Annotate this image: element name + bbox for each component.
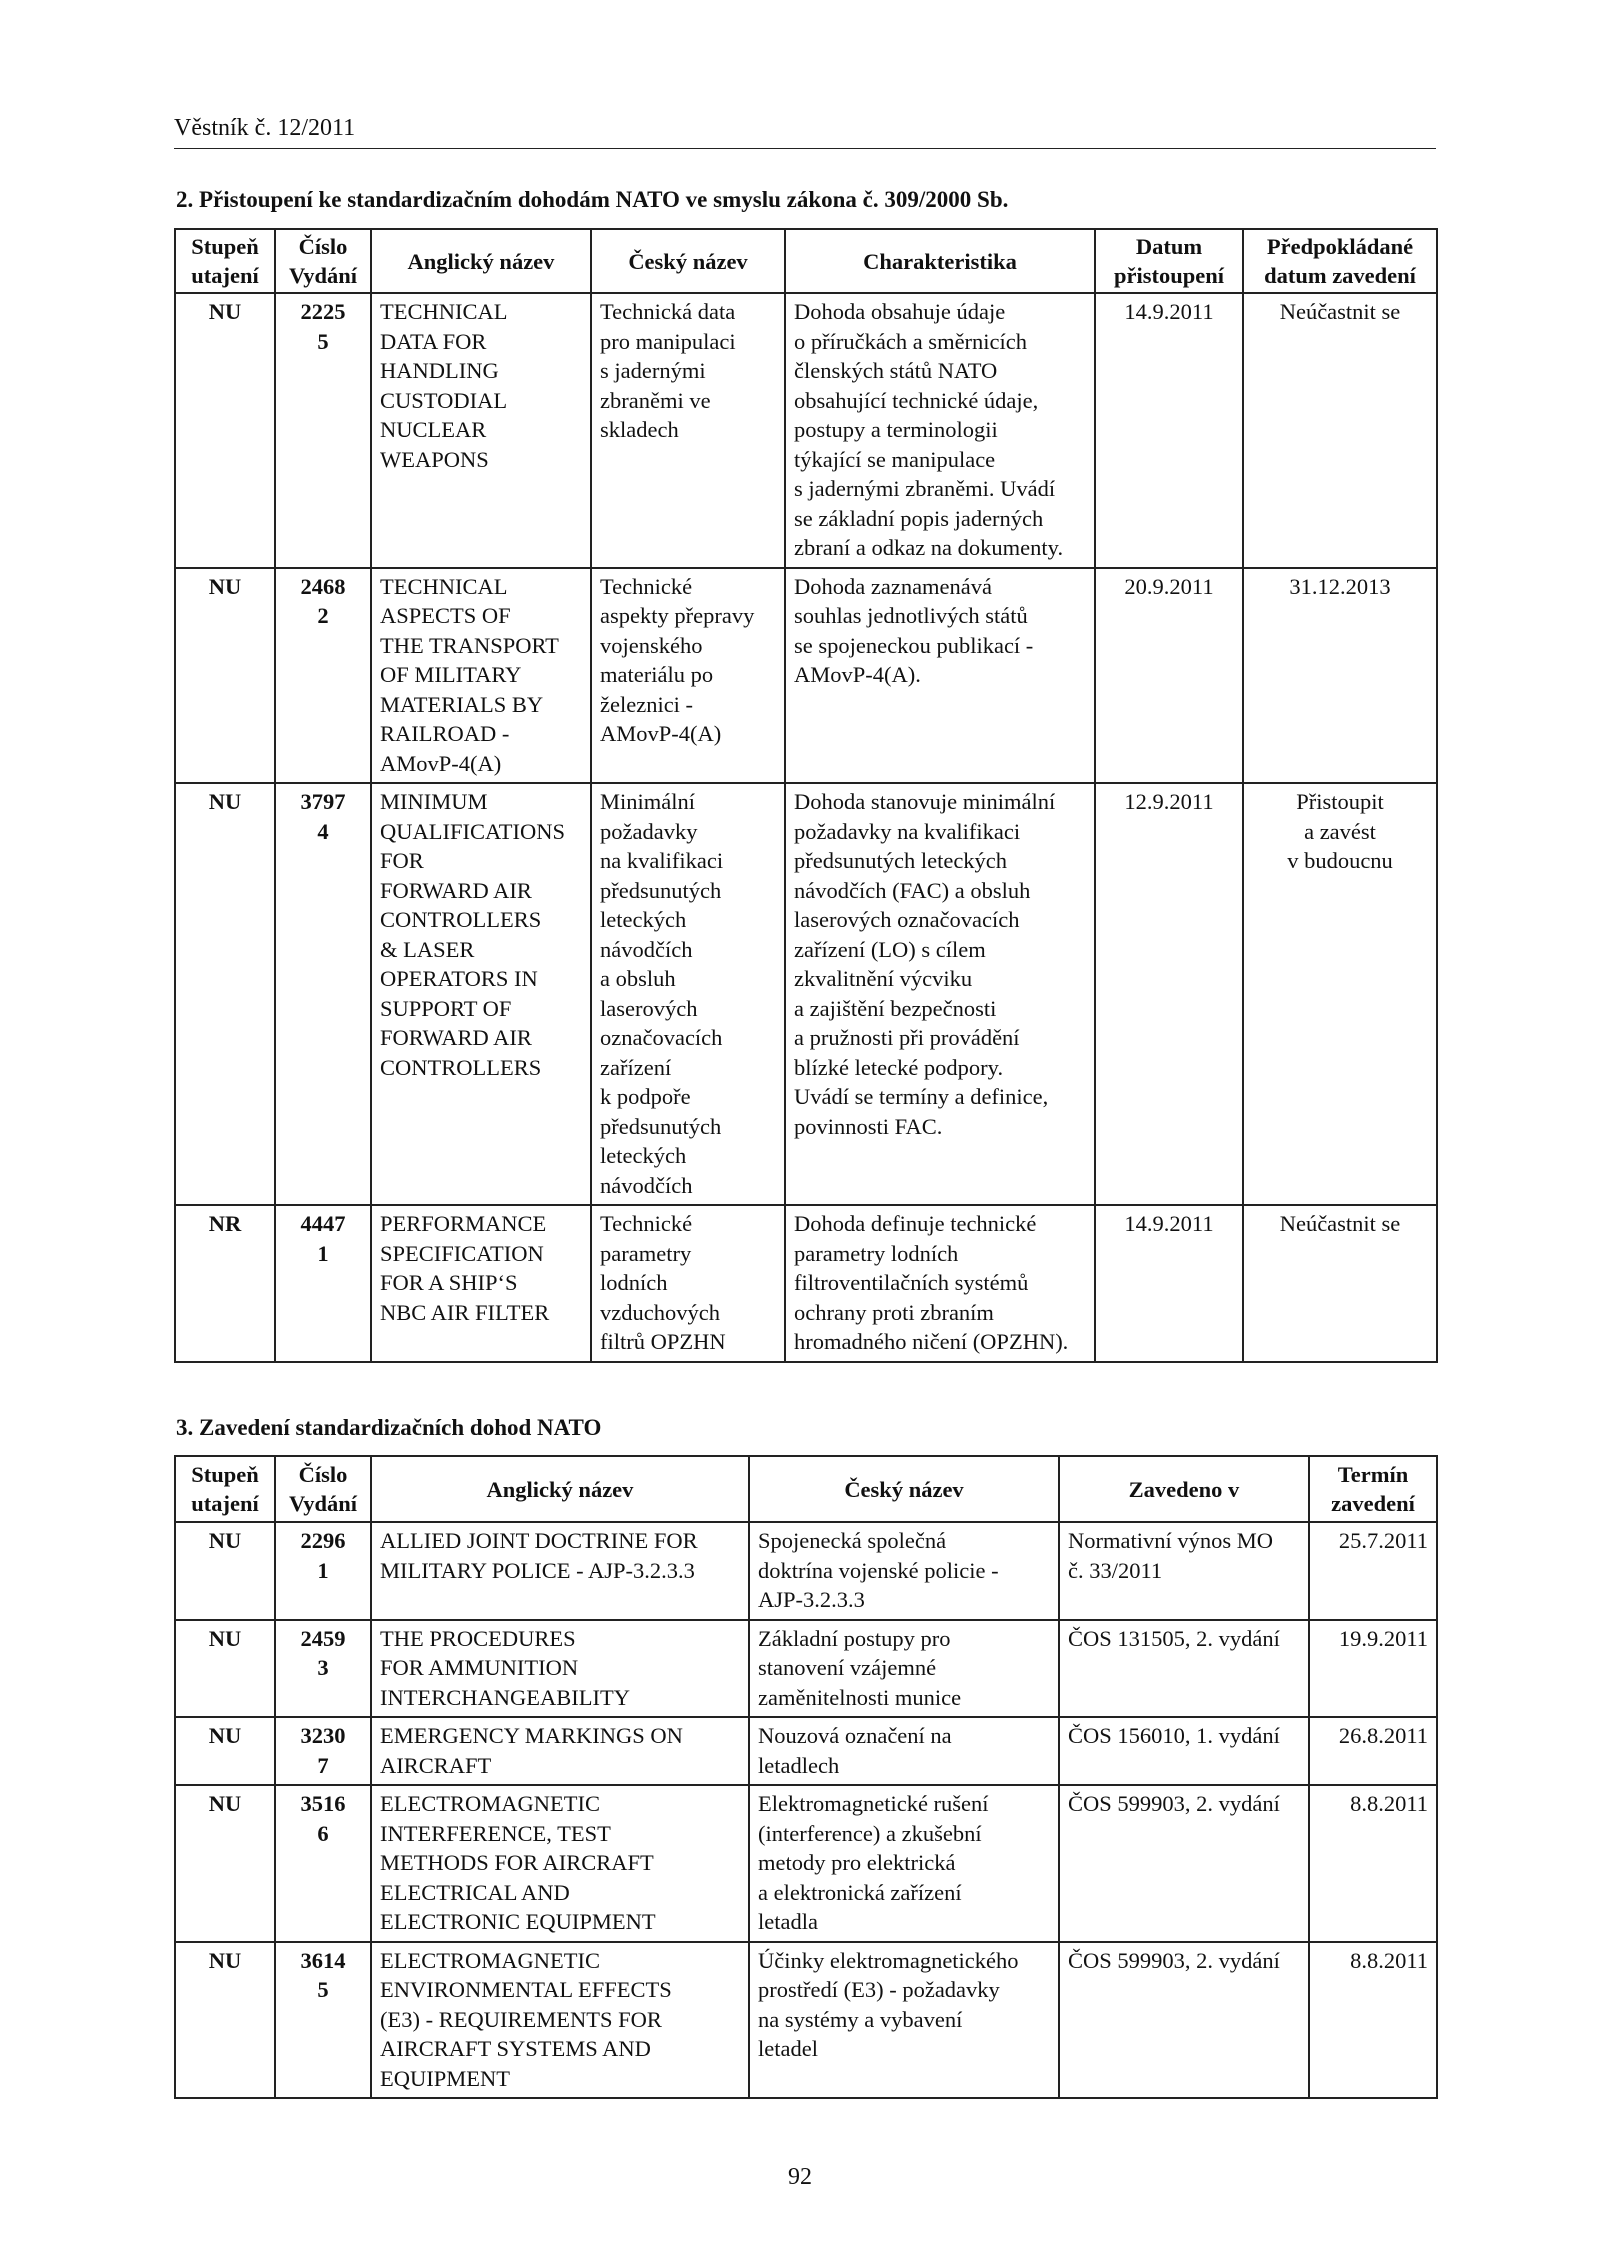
section-3-title: 3. Zavedení standardizačních dohod NATO [176,1415,602,1440]
cell-datum-zavedeni: Neúčastnit se [1243,1205,1437,1362]
col-header-cesky: Český název [749,1456,1059,1522]
cell-zavedeno-v: ČOS 599903, 2. vydání [1059,1942,1309,2099]
cell-cesky-nazev: Technické parametry lodních vzduchových filtrů OPZHN [591,1205,785,1362]
cell-cesky-nazev: Základní postupy pro stanovení vzájemné zaměnitelnosti munice [749,1620,1059,1718]
cell-anglicky-nazev: PERFORMANCE SPECIFICATION FOR A SHIP‘S NBC AIR FILTER [371,1205,591,1362]
page-number: 92 [788,2164,812,2190]
cell-cislo: 2459 3 [275,1620,371,1718]
col-header-anglicky: Anglický název [371,229,591,293]
cell-cislo: 3516 6 [275,1785,371,1942]
col-header-cislo: Číslo Vydání [275,229,371,293]
section-2-title: 2. Přistoupení ke standardizačním dohodám NATO ve smyslu zákona č. 309/2000 Sb. [176,187,1009,212]
implementation-row [175,1717,1437,1785]
cell-anglicky-nazev: THE PROCEDURES FOR AMMUNITION INTERCHANGEABILITY [371,1620,749,1718]
cell-cesky-nazev: Technické aspekty přepravy vojenského materiálu po železnici - AMovP-4(A) [591,568,785,784]
cell-cislo: 4447 1 [275,1205,371,1362]
cell-stupen: NU [175,1785,275,1942]
cell-termin-zavedeni: 19.9.2011 [1309,1620,1437,1718]
cell-anglicky-nazev: ELECTROMAGNETIC ENVIRONMENTAL EFFECTS (E3) - REQUIREMENTS FOR AIRCRAFT SYSTEMS AND EQUIPMENT [371,1942,749,2099]
cell-termin-zavedeni: 8.8.2011 [1309,1942,1437,2099]
col-header-zavedeni: Předpokládané datum zavedení [1243,229,1437,293]
cell-stupen: NU [175,293,275,568]
cell-datum-zavedeni: Neúčastnit se [1243,293,1437,568]
cell-termin-zavedeni: 26.8.2011 [1309,1717,1437,1785]
cell-cislo: 2296 1 [275,1522,371,1620]
cell-charakteristika: Dohoda zaznamenává souhlas jednotlivých států se spojeneckou publikací - AMovP-4(A). [785,568,1095,784]
col-header-charakteristika: Charakteristika [785,229,1095,293]
cell-charakteristika: Dohoda obsahuje údaje o příručkách a směrnicích členských států NATO obsahující technické údaje, postupy a terminologii týkající se manipulace s jadernými zbraněmi. Uvádí se základní popis jaderných zbraní a odkaz na dokumenty. [785,293,1095,568]
implementation-table [174,1455,1438,2099]
cell-anglicky-nazev: TECHNICAL DATA FOR HANDLING CUSTODIAL NUCLEAR WEAPONS [371,293,591,568]
cell-anglicky-nazev: ALLIED JOINT DOCTRINE FOR MILITARY POLICE - AJP-3.2.3.3 [371,1522,749,1620]
cell-termin-zavedeni: 25.7.2011 [1309,1522,1437,1620]
accession-row [175,293,1437,568]
cell-zavedeno-v: ČOS 156010, 1. vydání [1059,1717,1309,1785]
col-header-cislo: Číslo Vydání [275,1456,371,1522]
col-header-termin: Termín zavedení [1309,1456,1437,1522]
cell-datum-pristoupeni: 14.9.2011 [1095,1205,1243,1362]
cell-datum-zavedeni: Přistoupit a zavést v budoucnu [1243,783,1437,1205]
col-header-stupen: Stupeň utajení [175,229,275,293]
cell-cesky-nazev: Elektromagnetické rušení (interference) a zkušební metody pro elektrická a elektronická zařízení letadla [749,1785,1059,1942]
cell-cislo: 2468 2 [275,568,371,784]
cell-datum-pristoupeni: 20.9.2011 [1095,568,1243,784]
cell-anglicky-nazev: MINIMUM QUALIFICATIONS FOR FORWARD AIR CONTROLLERS & LASER OPERATORS IN SUPPORT OF FORWARD AIR CONTROLLERS [371,783,591,1205]
cell-stupen: NU [175,568,275,784]
cell-stupen: NU [175,1942,275,2099]
cell-datum-pristoupeni: 12.9.2011 [1095,783,1243,1205]
cell-stupen: NU [175,1620,275,1718]
cell-anglicky-nazev: TECHNICAL ASPECTS OF THE TRANSPORT OF MILITARY MATERIALS BY RAILROAD - AMovP-4(A) [371,568,591,784]
accession-row [175,568,1437,784]
cell-termin-zavedeni: 8.8.2011 [1309,1785,1437,1942]
cell-stupen: NR [175,1205,275,1362]
cell-stupen: NU [175,1522,275,1620]
implementation-table-header [175,1456,1437,1522]
cell-datum-pristoupeni: 14.9.2011 [1095,293,1243,568]
cell-anglicky-nazev: ELECTROMAGNETIC INTERFERENCE, TEST METHODS FOR AIRCRAFT ELECTRICAL AND ELECTRONIC EQUIPMENT [371,1785,749,1942]
page-header: Věstník č. 12/2011 [174,114,1436,149]
cell-cesky-nazev: Technická data pro manipulaci s jadernými zbraněmi ve skladech [591,293,785,568]
cell-cislo: 3230 7 [275,1717,371,1785]
cell-cesky-nazev: Nouzová označení na letadlech [749,1717,1059,1785]
cell-stupen: NU [175,1717,275,1785]
accession-row [175,783,1437,1205]
cell-zavedeno-v: ČOS 131505, 2. vydání [1059,1620,1309,1718]
cell-cislo: 2225 5 [275,293,371,568]
col-header-anglicky: Anglický název [371,1456,749,1522]
col-header-datum: Datum přistoupení [1095,229,1243,293]
cell-charakteristika: Dohoda stanovuje minimální požadavky na kvalifikaci předsunutých leteckých návodčích (FAC) a obsluh laserových označovacích zařízení (LO) s cílem zkvalitnění výcviku a zajištění bezpečnosti a pružnosti při provádění blízké letecké podpory. Uvádí se termíny a definice, povinnosti FAC. [785,783,1095,1205]
accession-row [175,1205,1437,1362]
cell-cesky-nazev: Účinky elektromagnetického prostředí (E3) - požadavky na systémy a vybavení letadel [749,1942,1059,2099]
cell-anglicky-nazev: EMERGENCY MARKINGS ON AIRCRAFT [371,1717,749,1785]
implementation-row [175,1785,1437,1942]
col-header-stupen: Stupeň utajení [175,1456,275,1522]
cell-cislo: 3614 5 [275,1942,371,2099]
cell-datum-zavedeni: 31.12.2013 [1243,568,1437,784]
accession-table [174,228,1438,1363]
col-header-zavedeno: Zavedeno v [1059,1456,1309,1522]
cell-cesky-nazev: Minimální požadavky na kvalifikaci předsunutých leteckých návodčích a obsluh laserových označovacích zařízení k podpoře předsunutých leteckých návodčích [591,783,785,1205]
cell-stupen: NU [175,783,275,1205]
cell-charakteristika: Dohoda definuje technické parametry lodních filtroventilačních systémů ochrany proti zbraním hromadného ničení (OPZHN). [785,1205,1095,1362]
cell-cesky-nazev: Spojenecká společná doktrína vojenské policie - AJP-3.2.3.3 [749,1522,1059,1620]
accession-table-header [175,229,1437,293]
cell-zavedeno-v: Normativní výnos MO č. 33/2011 [1059,1522,1309,1620]
implementation-row [175,1942,1437,2099]
implementation-row [175,1522,1437,1620]
implementation-row [175,1620,1437,1718]
col-header-cesky: Český název [591,229,785,293]
cell-cislo: 3797 4 [275,783,371,1205]
cell-zavedeno-v: ČOS 599903, 2. vydání [1059,1785,1309,1942]
